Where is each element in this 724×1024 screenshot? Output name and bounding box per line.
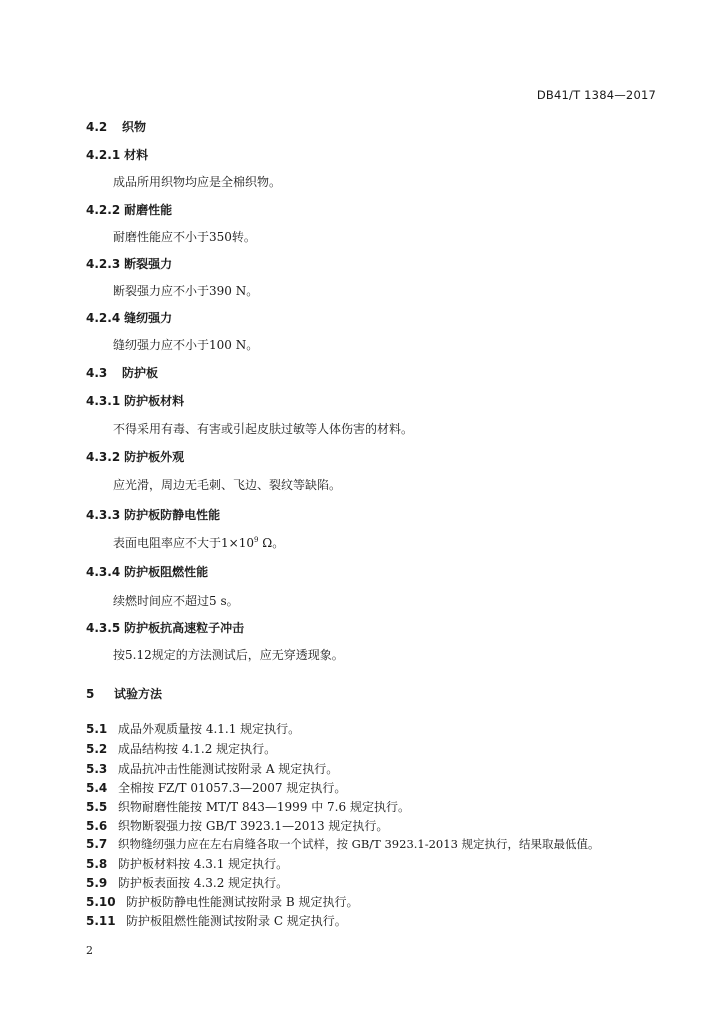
heading-title: 材料: [124, 148, 149, 162]
heading-number: 4.2: [86, 120, 108, 134]
heading-title: 防护板材料: [124, 394, 185, 408]
heading-title: 耐磨性能: [124, 203, 173, 217]
list-item: [86, 893, 358, 910]
item-number: 5.11: [86, 914, 116, 928]
paragraph-4-3-4: 续燃时间应不超过5 s。: [113, 594, 239, 608]
heading-number: 5: [86, 687, 95, 701]
heading-4-3-5: [86, 619, 244, 636]
heading-4-2-4: [86, 309, 172, 326]
standard-code: DB41/T 1384—2017: [536, 88, 656, 102]
item-text: 防护板材料按 4.3.1 规定执行。: [118, 857, 289, 871]
resistivity-exponent: 9: [253, 536, 259, 544]
item-number: 5.6: [86, 819, 108, 833]
paragraph-4-3-3: [113, 534, 284, 551]
heading-title: 织物: [122, 120, 147, 134]
heading-4-2-2: [86, 201, 172, 218]
paragraph-4-2-3: 断裂强力应不小于390 N。: [113, 284, 259, 298]
item-text: 防护板表面按 4.3.2 规定执行。: [118, 876, 289, 890]
heading-4-3-3: [86, 506, 220, 523]
heading-title: 防护板阻燃性能: [124, 565, 209, 579]
list-item: [86, 874, 288, 891]
heading-number: 4.2.3: [86, 257, 121, 271]
page-number: 2: [86, 944, 93, 957]
heading-4-2-1: [86, 146, 148, 163]
list-item: [86, 760, 338, 777]
item-number: 5.9: [86, 876, 108, 890]
heading-number: 4.3.3: [86, 508, 121, 522]
resistivity-text: 表面电阻率应不大于1×10: [113, 536, 254, 550]
item-number: 5.4: [86, 781, 108, 795]
heading-number: 4.3.5: [86, 621, 121, 635]
heading-4-3: [86, 364, 158, 381]
paragraph-4-2-2: 耐磨性能应不小于350转。: [113, 230, 256, 244]
heading-number: 4.3: [86, 366, 108, 380]
item-number: 5.8: [86, 857, 108, 871]
list-item: [86, 779, 346, 796]
list-item: [86, 817, 388, 834]
paragraph-4-2-1: 成品所用织物均应是全棉织物。: [113, 175, 282, 189]
heading-4-2-3: [86, 255, 172, 272]
list-item: [86, 798, 410, 815]
paragraph-4-3-1: 不得采用有毒、有害或引起皮肤过敏等人体伤害的材料。: [113, 422, 414, 436]
item-text: 织物缝纫强力应在左右肩缝各取一个试样，按 GB/T 3923.1-2013 规定执行，结果取最低值。: [118, 837, 600, 851]
heading-title: 缝纫强力: [124, 311, 173, 325]
heading-number: 4.3.2: [86, 450, 121, 464]
item-text: 全棉按 FZ/T 01057.3—2007 规定执行。: [118, 781, 347, 795]
heading-title: 试验方法: [114, 687, 163, 701]
heading-4-3-1: [86, 392, 184, 409]
item-text: 成品结构按 4.1.2 规定执行。: [118, 742, 277, 756]
paragraph-4-3-2: 应光滑，周边无毛刺、飞边、裂纹等缺陷。: [113, 478, 342, 492]
list-item: [86, 836, 600, 852]
item-text: 防护板阻燃性能测试按附录 C 规定执行。: [126, 914, 347, 928]
heading-number: 4.3.1: [86, 394, 121, 408]
item-text: 织物断裂强力按 GB/T 3923.1—2013 规定执行。: [118, 819, 389, 833]
item-text: 织物耐磨性能按 MT/T 843—1999 中 7.6 规定执行。: [118, 800, 410, 814]
heading-number: 4.2.4: [86, 311, 121, 325]
heading-number: 4.3.4: [86, 565, 121, 579]
paragraph-4-2-4: 缝纫强力应不小于100 N。: [113, 338, 259, 352]
heading-4-2: [86, 118, 146, 135]
item-number: 5.2: [86, 742, 108, 756]
item-number: 5.5: [86, 800, 108, 814]
list-item: [86, 912, 347, 929]
item-number: 5.7: [86, 837, 108, 851]
heading-4-3-4: [86, 563, 208, 580]
list-item: [86, 740, 276, 757]
resistivity-unit: Ω。: [258, 536, 285, 550]
heading-title: 防护板抗高速粒子冲击: [124, 621, 245, 635]
item-text: 成品抗冲击性能测试按附录 A 规定执行。: [118, 762, 339, 776]
heading-title: 断裂强力: [124, 257, 173, 271]
item-number: 5.10: [86, 895, 116, 909]
list-item: [86, 855, 288, 872]
heading-title: 防护板防静电性能: [124, 508, 221, 522]
heading-4-3-2: [86, 448, 184, 465]
heading-5: [86, 685, 162, 702]
item-text: 成品外观质量按 4.1.1 规定执行。: [118, 722, 301, 736]
heading-title: 防护板: [122, 366, 159, 380]
list-item: [86, 720, 300, 737]
heading-title: 防护板外观: [124, 450, 185, 464]
heading-number: 4.2.1: [86, 148, 121, 162]
paragraph-4-3-5: 按5.12规定的方法测试后，应无穿透现象。: [113, 648, 344, 662]
item-number: 5.1: [86, 722, 108, 736]
item-text: 防护板防静电性能测试按附录 B 规定执行。: [126, 895, 359, 909]
heading-number: 4.2.2: [86, 203, 121, 217]
item-number: 5.3: [86, 762, 108, 776]
